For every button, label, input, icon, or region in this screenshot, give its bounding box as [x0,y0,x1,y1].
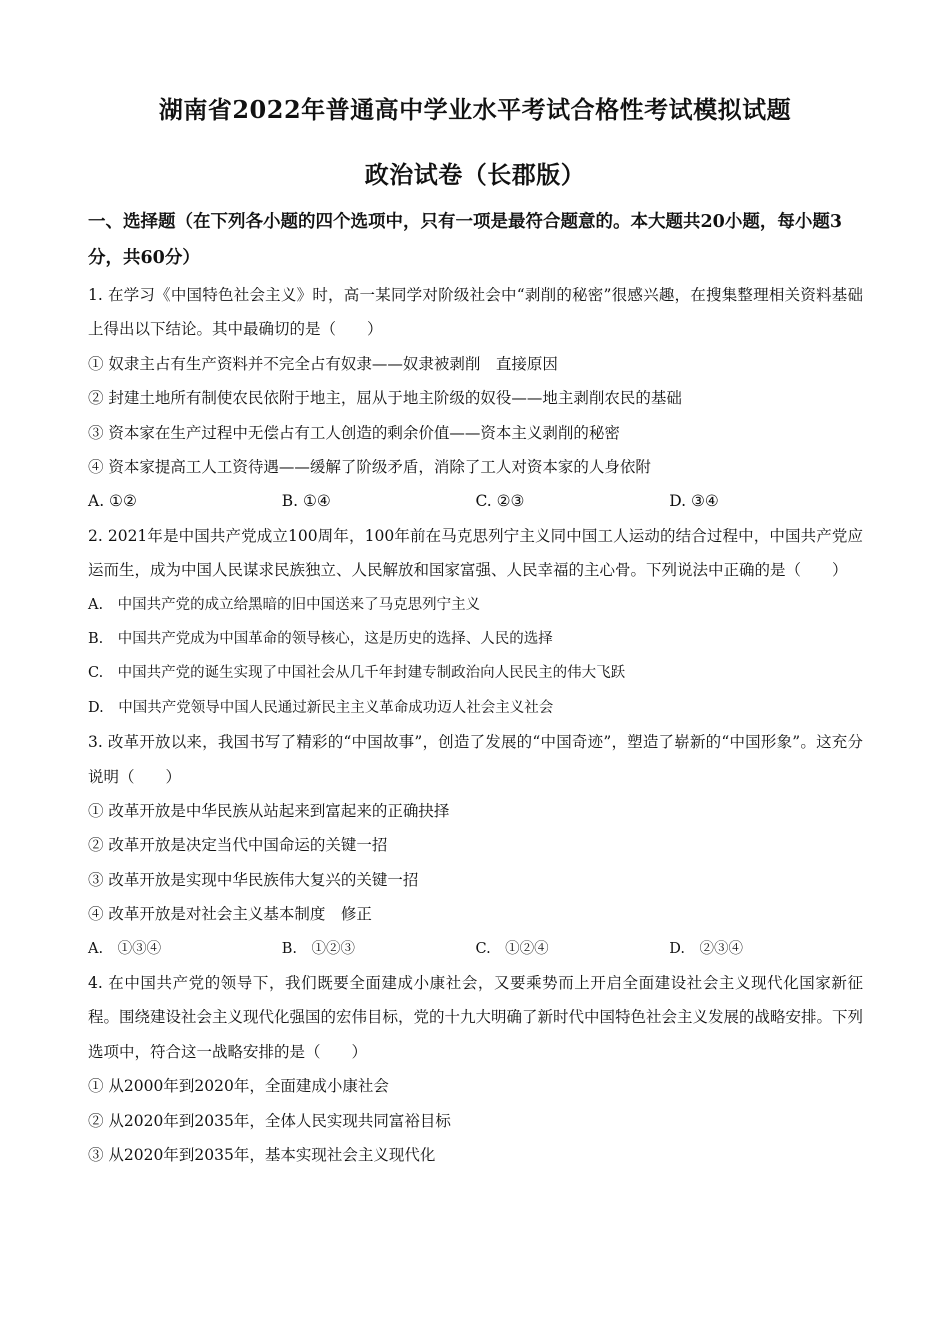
option-b: B. ①②③ [281,940,356,957]
question-4-statement: ② 从2020年到2035年，全体人民实现共同富裕目标 [88,1111,451,1130]
option-b: B. 中国共产党成为中国革命的领导核心，这是历史的选择、人民的选择 [88,630,553,647]
exam-title: 湖南省2022年普通高中学业水平考试合格性考试模拟试题 [158,95,792,124]
option-c: C. ①②④ [475,940,549,957]
question-4-stem: 4. 在中国共产党的领导下，我们既要全面建成小康社会，又要乘势而上开启全面建设社会主义现代化国家新征程。围绕建设社会主义现代化强国的宏伟目标，党的十九大明确了新时代中国特色社会主义发展的战略安排。下列选项中，符合这一战略安排的是（ ） [88,973,864,1061]
option-a: A. ①② [88,492,137,511]
question-3-stem: 3. 改革开放以来，我国书写了精彩的“中国故事”，创造了发展的“中国奇迹”，塑造了崭新的“中国形象”。这充分说明（ ） [88,733,863,786]
option-b: B. ①④ [281,492,331,511]
question-3-statement: ② 改革开放是决定当代中国命运的关键一招 [88,836,388,855]
option-a: A. ①③④ [88,940,162,957]
questions [88,278,863,1172]
section-heading: 一、选择题（在下列各小题的四个选项中，只有一项是最符合题意的。本大题共20小题，每小题3分，共60分） [88,212,843,268]
question-1-statement: ② 封建土地所有制使农民依附于地主，屈从于地主阶级的奴役——地主剥削农民的基础 [88,389,682,408]
option-c: C. ②③ [475,492,525,511]
option-d: D. 中国共产党领导中国人民通过新民主主义革命成功迈人社会主义社会 [88,699,554,716]
question-1-statement: ④ 资本家提高工人工资待遇——缓解了阶级矛盾，消除了工人对资本家的人身依附 [88,457,651,476]
question-3-options [88,932,863,966]
option-d: D. ②③④ [669,940,743,957]
option-d: D. ③④ [669,492,719,511]
question-1-options [88,484,863,518]
exam-subtitle: 政治试卷（长郡版） [364,160,586,189]
question-3-statement: ④ 改革开放是对社会主义基本制度 修正 [88,905,372,924]
question-1-stem: 1. 在学习《中国特色社会主义》时，高一某同学对阶级社会中“剥削的秘密”很感兴趣，在搜集整理相关资料基础上得出以下结论。其中最确切的是（ ） [88,286,863,339]
question-2-stem: 2. 2021年是中国共产党成立100周年，100年前在马克思列宁主义同中国工人运动的结合过程中，中国共产党应运而生，成为中国人民谋求民族独立、人民解放和国家富强、人民幸福的主心骨。下列说法中正确的是（ ） [88,526,863,580]
question-1-statement: ① 奴隶主占有生产资料并不完全占有奴隶——奴隶被剥削 直接原因 [88,354,558,373]
option-c: C. 中国共产党的诞生实现了中国社会从几千年封建专制政治向人民民主的伟大飞跃 [88,665,626,682]
option-a: A. 中国共产党的成立给黑暗的旧中国送来了马克思列宁主义 [88,596,481,613]
question-1-statement: ③ 资本家在生产过程中无偿占有工人创造的剩余价值——资本主义剥削的秘密 [88,423,620,442]
question-3-statement: ① 改革开放是中华民族从站起来到富起来的正确抉择 [88,801,450,820]
question-3-statement: ③ 改革开放是实现中华民族伟大复兴的关键一招 [88,870,419,889]
question-4-statement: ③ 从2020年到2035年，基本实现社会主义现代化 [88,1145,436,1164]
question-4-statement: ① 从2000年到2020年，全面建成小康社会 [88,1077,389,1096]
